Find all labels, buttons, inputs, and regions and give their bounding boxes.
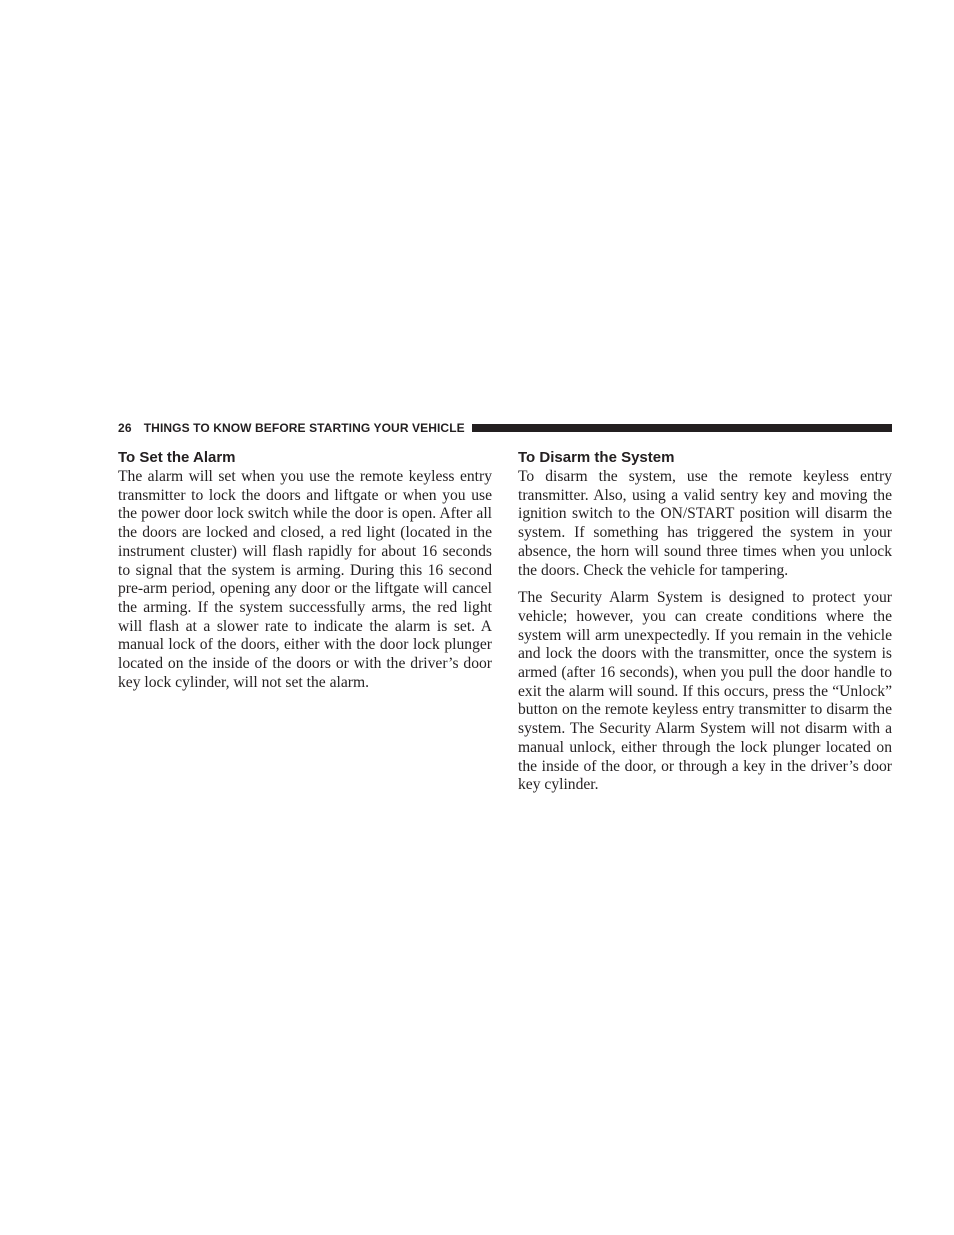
- set-alarm-paragraph: The alarm will set when you use the remote keyless entry transmitter to lock the doors and liftgate or when you use the power door lock switch while the door is open. After all the doors are locked and closed, a red light (located in the instrument cluster) will flash rapidly for about 16 seconds to signal that the system is arming. During this 16 second pre-arm period, opening any door or the liftgate will cancel the arming. If the system successfully arms, the red light will flash at a slower rate to indicate the alarm is set. A manual lock of the doors, either with the door lock plunger located on the inside of the doors or with the driver’s door key lock cylinder, will not set the alarm.: [118, 468, 492, 691]
- right-column: [518, 449, 892, 804]
- left-column: [118, 449, 492, 701]
- set-alarm-heading: To Set the Alarm: [118, 449, 236, 466]
- header-rule: [472, 424, 892, 432]
- disarm-paragraph-1: To disarm the system, use the remote keyless entry transmitter. Also, using a valid sentry key and moving the ignition switch to the ON/START position will disarm the system. If something has triggered the system in your absence, the horn will sound three times when you unlock the doors. Check the vehicle for tampering.: [518, 468, 892, 579]
- page-number: 26: [118, 420, 132, 435]
- disarm-system-heading: To Disarm the System: [518, 449, 675, 466]
- disarm-paragraph-2: The Security Alarm System is designed to protect your vehicle; however, you can create conditions where the system will arm unexpectedly. If you remain in the vehicle and lock the doors with the transmitter, once the system is armed (after 16 seconds), when you pull the door handle to exit the alarm will sound. If this occurs, press the “Unlock” button on the remote keyless entry transmitter to disarm the system. The Security Alarm System will not disarm with a manual unlock, either through the lock plunger located on the inside of the door, or through a key in the driver’s door key cylinder.: [518, 589, 892, 794]
- section-title: THINGS TO KNOW BEFORE STARTING YOUR VEHICLE: [143, 420, 465, 435]
- page-header: [118, 419, 892, 436]
